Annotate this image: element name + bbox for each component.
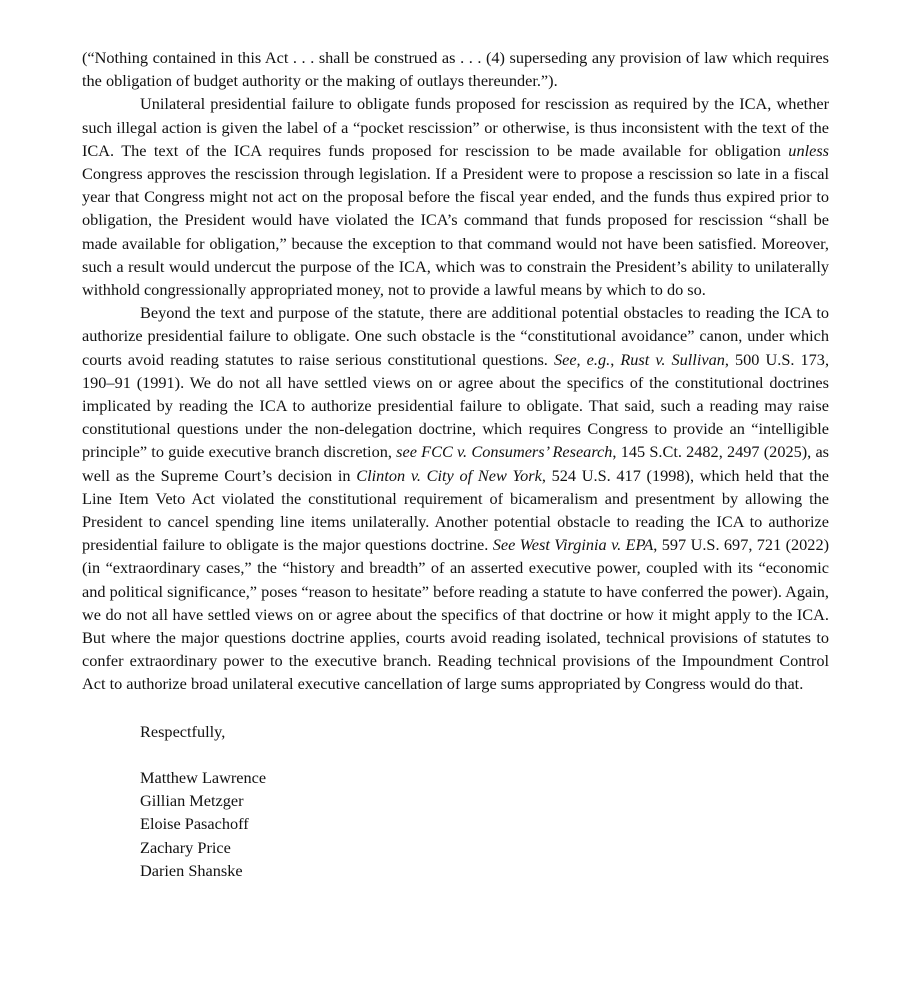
- body-paragraph: [82, 301, 829, 695]
- body-paragraph: [82, 92, 829, 301]
- italic-citation-text: Clinton v. City of New York: [356, 465, 542, 485]
- signoff-block: [82, 720, 829, 882]
- italic-citation-text: Rust v. Sullivan: [620, 349, 725, 369]
- paragraph-text: , 597 U.S. 697, 721 (2022) (in “extraordinary cases,” the “history and breadth” of an asserted executive power, coupled with its “economic and political significance,” poses “reason to hesitate” before reading a statute to have conferred the power). Again, we do not all have settled views on or agree about the specifics of that doctrine or how it might apply to the ICA. But where the major questions doctrine applies, courts avoid reading isolated, technical provisions of statutes to confer extraordinary power to the executive branch. Reading technical provisions of the Impoundment Control Act to authorize broad unilateral executive cancellation of large sums appropriated by Congress would do that.: [82, 535, 830, 694]
- body-paragraph: [82, 46, 829, 92]
- signatory-name: Zachary Price: [140, 837, 231, 857]
- signatory-name: Matthew Lawrence: [140, 767, 267, 787]
- paragraph-text: Beyond the text and purpose of the statute, there are additional potential obstacles to reading the ICA to authorize presidential failure to obligate. One such obstacle is the “constitutional avoidance” canon, under which courts avoid reading statutes to raise serious constitutional questions.: [82, 303, 829, 369]
- signatory-list: [140, 766, 829, 882]
- paragraph-text: Congress approves the rescission through legislation. If a President were to propose a rescission so late in a fiscal year that Congress might not act on the proposal before the fiscal year ended, and the funds thus expired prior to obligation, the President would have violated the ICA’s command that funds proposed for rescission “shall be made available for obligation,” because the exception to that command would not have been satisfied. Moreover, such a result would undercut the purpose of the ICA, which was to constrain the President’s ability to unilaterally withhold congressionally appropriated money, not to provide a lawful means by which to do so.: [82, 164, 829, 300]
- italic-citation-text: See West Virginia v. EPA: [492, 535, 654, 555]
- signatory-name: Gillian Metzger: [140, 791, 244, 811]
- italic-citation-text: see FCC v. Consumers’ Research: [396, 442, 613, 462]
- italic-citation-text: unless: [788, 140, 829, 160]
- paragraph-text: ,: [610, 349, 621, 369]
- paragraph-text: , 145 S.Ct. 2482, 2497 (2025), as well as the Supreme Court’s decision in: [82, 442, 830, 485]
- paragraph-text: , 500 U.S. 173, 190–91 (1991). We do not all have settled views on or agree about the specifics of the constitutional doctrines implicated by reading the ICA to authorize presidential failure to obligate. That said, such a reading may raise constitutional questions under the non-delegation doctrine, which requires Congress to provide an “intelligible principle” to guide executive branch discretion,: [82, 349, 830, 462]
- closing-line: Respectfully,: [140, 721, 226, 741]
- italic-citation-text: See, e.g.: [553, 349, 611, 369]
- paragraph-text: Unilateral presidential failure to obligate funds proposed for rescission as required by the ICA, whether such illegal action is given the label of a “pocket rescission” or otherwise, is thus inconsistent with the text of the ICA. The text of the ICA requires funds proposed for rescission to be made available for obligation: [82, 94, 829, 160]
- letter-page: [82, 46, 829, 882]
- letter-body: [82, 46, 829, 696]
- signatory-name: Eloise Pasachoff: [140, 814, 249, 834]
- signatory-name: Darien Shanske: [140, 860, 243, 880]
- paragraph-text: (“Nothing contained in this Act . . . shall be construed as . . . (4) superseding any provision of law which requires the obligation of budget authority or the making of outlays thereunder.”).: [82, 48, 829, 91]
- paragraph-text: , 524 U.S. 417 (1998), which held that the Line Item Veto Act violated the constitutional requirement of bicameralism and presentment by allowing the President to cancel spending line items unilaterally. Another potential obstacle to reading the ICA to authorize presidential failure to obligate is the major questions doctrine.: [82, 465, 830, 555]
